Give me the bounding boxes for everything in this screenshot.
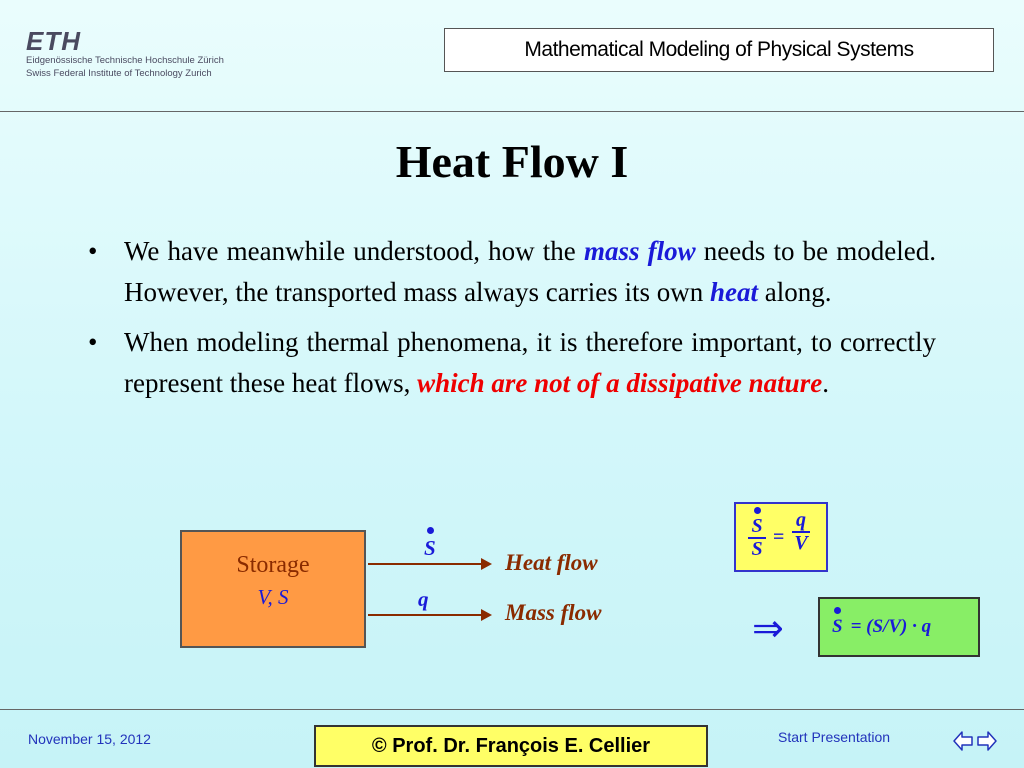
emphasis-mass-flow: mass flow <box>583 236 696 266</box>
mass-flow-symbol: q <box>418 587 429 611</box>
arrow-left-icon[interactable] <box>952 729 974 753</box>
heat-flow-label: Heat flow <box>505 550 598 575</box>
bullet-text: When modeling thermal phenomena, it is therefore important, to correctly represent these heat flows, <box>124 327 936 398</box>
ratio-equation-box <box>734 502 828 572</box>
header-divider <box>0 111 1024 112</box>
arrow-right-icon[interactable] <box>976 729 998 753</box>
footer-date: November 15, 2012 <box>28 731 151 747</box>
mass-flow-label: Mass flow <box>505 600 602 625</box>
emphasis-non-dissipative: which are not of a dissipative nature <box>417 368 823 398</box>
entropy-flow-symbol: S <box>424 536 436 560</box>
bullet-marker: • <box>88 236 98 266</box>
eth-logo-mark: ETH <box>26 26 81 56</box>
bullet-text: We have meanwhile understood, how the <box>124 236 584 266</box>
equals-sign: = <box>773 526 785 548</box>
bullet-text: . <box>822 368 829 398</box>
emphasis-heat: heat <box>710 277 759 307</box>
footer-author-box: © Prof. Dr. François E. Cellier <box>314 725 708 767</box>
lhs-denominator: S <box>751 538 763 560</box>
mass-flow-arrow <box>368 614 490 616</box>
bullet-item <box>88 231 936 313</box>
bullet-list <box>88 231 936 413</box>
bullet-marker: • <box>88 327 98 357</box>
eth-logo-line-en: Swiss Federal Institute of Technology Zurich <box>26 68 212 79</box>
storage-label: Storage <box>236 552 310 578</box>
result-rhs: = (S/V) · q <box>850 616 932 637</box>
implies-arrow-icon: ⇒ <box>752 606 784 650</box>
storage-box <box>180 530 366 648</box>
slide-title: Heat Flow I <box>395 136 629 187</box>
bullet-item <box>88 322 936 404</box>
rhs-denominator: V <box>794 532 808 554</box>
result-equation-box <box>818 597 980 657</box>
eth-logo <box>26 28 224 80</box>
footer-divider <box>0 709 1024 710</box>
lhs-fraction <box>748 516 766 560</box>
rhs-numerator: q <box>796 509 806 531</box>
heat-flow-arrow <box>368 563 490 565</box>
storage-variables: V, S <box>257 585 289 609</box>
course-title-box: Mathematical Modeling of Physical Systems <box>444 28 994 72</box>
lhs-numerator: S <box>751 515 763 537</box>
result-lhs: S <box>832 616 843 637</box>
start-presentation-link[interactable]: Start Presentation <box>778 729 891 745</box>
eth-logo-line-de: Eidgenössische Technische Hochschule Zürich <box>26 55 224 66</box>
rhs-fraction <box>792 510 810 554</box>
bullet-text: needs to be modeled. However, the transported mass always carries its own <box>124 236 936 307</box>
bullet-text: along. <box>758 277 832 307</box>
